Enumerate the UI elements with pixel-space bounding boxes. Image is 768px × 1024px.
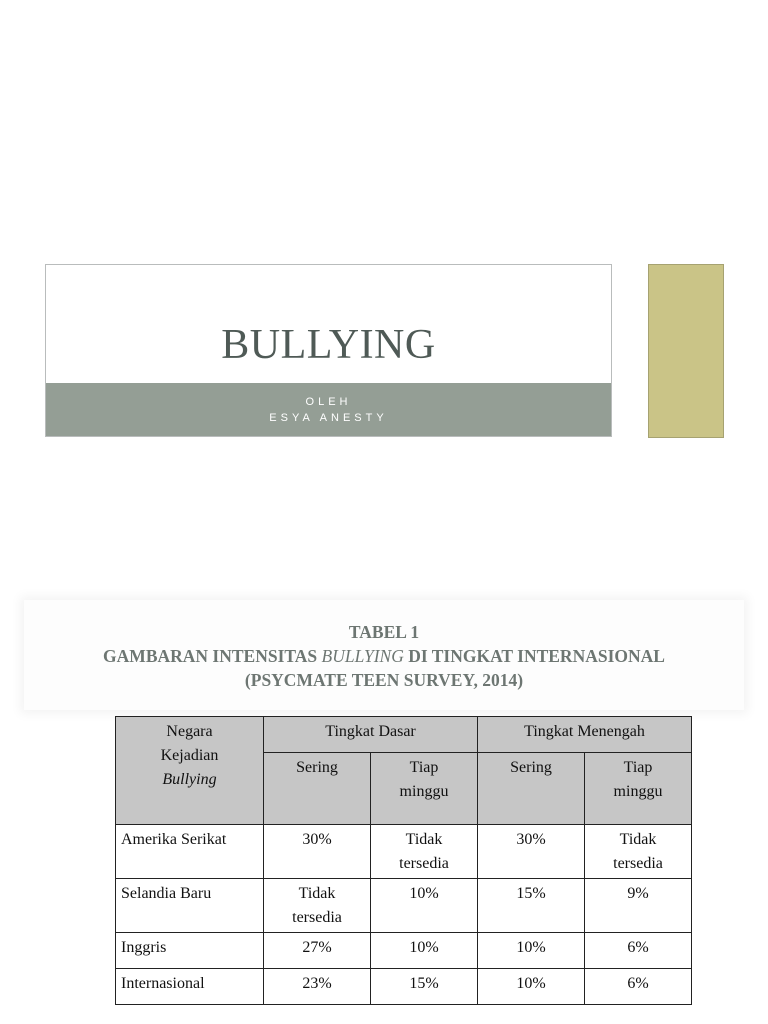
sub-header-weekly-line-2: minggu	[613, 783, 663, 800]
heading-line-2-post: DI TINGKAT INTERNASIONAL	[408, 646, 665, 666]
sub-header-weekly-line-1: Tiap	[409, 759, 439, 776]
cell-text: 10%	[409, 939, 439, 956]
sub-header-basic-weekly	[371, 753, 478, 825]
subtitle-line-2: ESYA ANESTY	[269, 411, 388, 424]
cell-secondary-often	[478, 969, 585, 1005]
cell-basic-often	[264, 933, 371, 969]
row-country: Inggris	[116, 933, 264, 969]
cell-text: 10%	[409, 885, 439, 902]
title-box	[45, 264, 612, 437]
cell-secondary-weekly	[585, 879, 692, 933]
header-basic: Tingkat Dasar	[264, 717, 478, 753]
cell-secondary-often	[478, 879, 585, 933]
cell-text: 30%	[516, 831, 546, 848]
cell-basic-weekly	[371, 969, 478, 1005]
slide-title: BULLYING	[221, 322, 436, 368]
cell-basic-weekly	[371, 933, 478, 969]
table-row	[116, 933, 692, 969]
table-row	[116, 825, 692, 879]
sub-header-weekly-line-2: minggu	[399, 783, 449, 800]
heading-line-2-italic: BULLYING	[321, 646, 404, 666]
cell-text: tersedia	[399, 855, 449, 872]
cell-secondary-weekly	[585, 933, 692, 969]
cell-text: Tidak	[405, 831, 443, 848]
table-heading	[0, 620, 768, 692]
header-country-line-3: Bullying	[162, 771, 217, 788]
cell-basic-often	[264, 825, 371, 879]
heading-line-2	[0, 644, 768, 668]
cell-secondary-weekly	[585, 825, 692, 879]
cell-secondary-often	[478, 825, 585, 879]
subtitle-band	[46, 383, 611, 436]
cell-basic-weekly	[371, 879, 478, 933]
header-country-line-1: Negara	[166, 723, 213, 740]
subtitle-line-1: OLEH	[305, 395, 352, 408]
row-country: Amerika Serikat	[116, 825, 264, 879]
heading-line-1: TABEL 1	[348, 622, 420, 642]
table-row	[116, 879, 692, 933]
cell-text: tersedia	[292, 909, 342, 926]
cell-text: 10%	[516, 939, 546, 956]
cell-text: Tidak	[298, 885, 336, 902]
sub-header-basic-often: Sering	[264, 753, 371, 825]
cell-secondary-often	[478, 933, 585, 969]
row-country: Selandia Baru	[116, 879, 264, 933]
cell-basic-often	[264, 879, 371, 933]
cell-text: 23%	[302, 975, 332, 992]
cell-text: 6%	[627, 939, 649, 956]
header-country	[116, 717, 264, 825]
header-country-line-2: Kejadian	[160, 747, 219, 764]
row-country: Internasional	[116, 969, 264, 1005]
cell-text: 10%	[516, 975, 546, 992]
cell-basic-weekly	[371, 825, 478, 879]
cell-text: 27%	[302, 939, 332, 956]
heading-line-2-pre: GAMBARAN INTENSITAS	[103, 646, 318, 666]
cell-secondary-weekly	[585, 969, 692, 1005]
cell-text: 6%	[627, 975, 649, 992]
sub-header-weekly-line-1: Tiap	[623, 759, 653, 776]
accent-block	[648, 264, 724, 438]
cell-text: Tidak	[619, 831, 657, 848]
sub-header-secondary-often: Sering	[478, 753, 585, 825]
cell-text: 15%	[409, 975, 439, 992]
heading-line-3: (PSYCMATE TEEN SURVEY, 2014)	[244, 670, 524, 690]
cell-text: 15%	[516, 885, 546, 902]
cell-text: 30%	[302, 831, 332, 848]
sub-header-secondary-weekly	[585, 753, 692, 825]
cell-basic-often	[264, 969, 371, 1005]
header-secondary: Tingkat Menengah	[478, 717, 692, 753]
cell-text: 9%	[627, 885, 649, 902]
cell-text: tersedia	[613, 855, 663, 872]
bullying-table	[115, 716, 692, 1005]
table-row	[116, 969, 692, 1005]
